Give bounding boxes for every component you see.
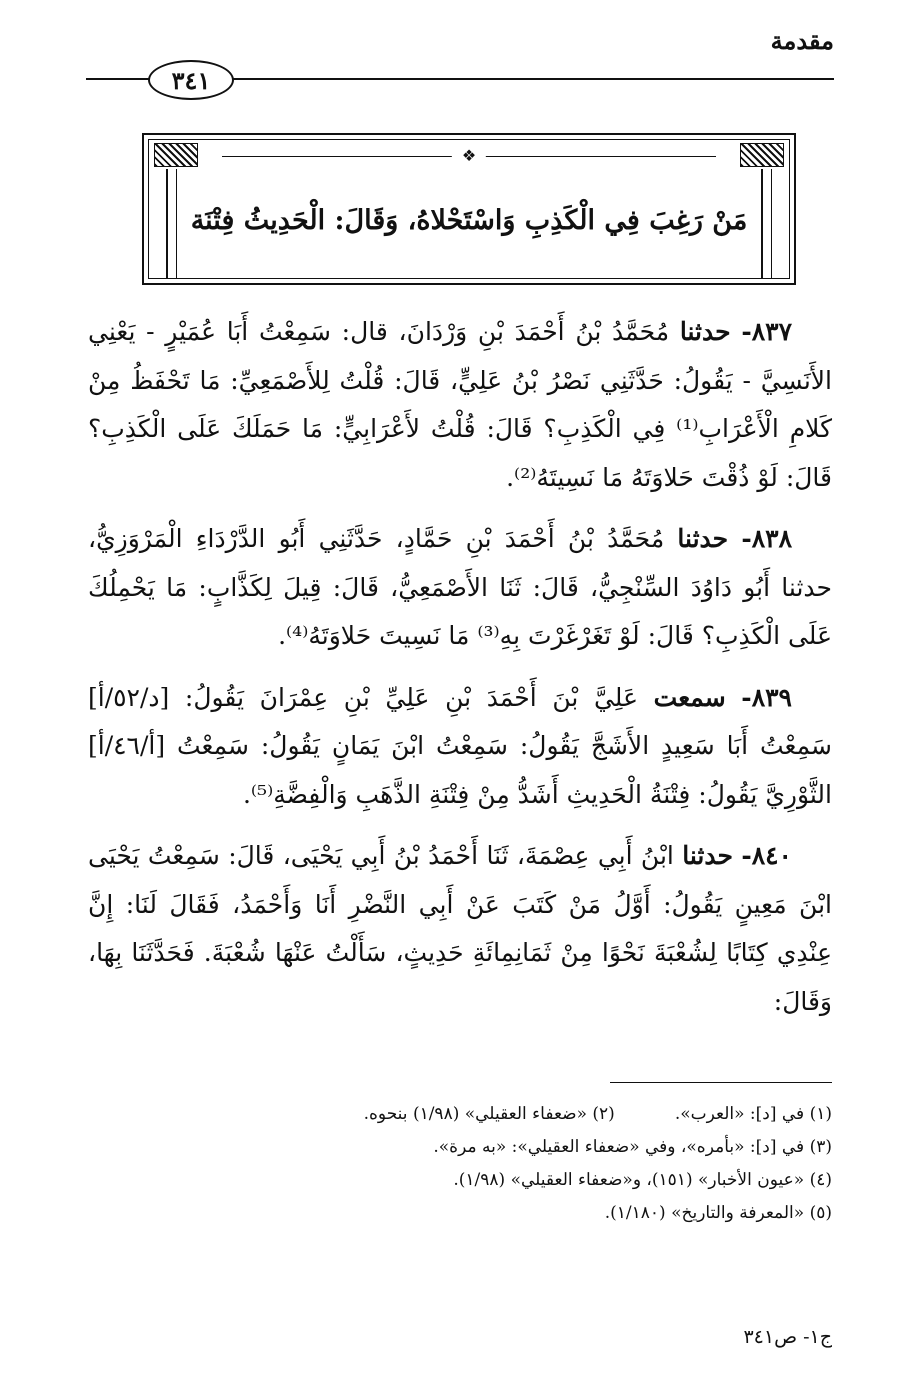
narration-keyword: سمعت <box>653 682 726 712</box>
frame-pillar <box>761 169 772 279</box>
footnote: (٣) في [د]: «بأمره»، وفي «ضعفاء العقيلي»: «به مرة». <box>433 1137 832 1157</box>
page-number: ٣٤١ <box>148 60 234 100</box>
footnotes <box>88 1098 832 1230</box>
frame-corner-ornament <box>154 143 198 167</box>
hadith-paragraph <box>88 832 832 1026</box>
narration-keyword: حدثنا <box>679 317 731 346</box>
hadith-paragraph <box>88 308 832 502</box>
flower-ornament-icon: ❖ <box>452 149 486 163</box>
hadith-text: مُحَمَّدُ بْنُ أَحْمَدَ بْنِ حَمَّادٍ، حَدَّثَنِي أَبُو الدَّرْدَاءِ الْمَرْوَزِيُّ، حدثنا أَبُو دَاوُدَ السِّنْجِيُّ، قَالَ: ثَنَا الأَصْمَعِيُّ، قَالَ: قِيلَ لِكَذَّابٍ: مَا يَحْمِلُكَ عَلَى الْكَذِبِ؟ قَالَ: لَوْ تَغَرْغَرْتَ بِهِ⁽³⁾ مَا نَسِيتَ حَلاوَتَهُ⁽⁴⁾. <box>88 524 832 650</box>
frame-pillar <box>166 169 177 279</box>
footnote: (٢) «ضعفاء العقيلي» (١/٩٨) بنحوه. <box>363 1104 615 1124</box>
main-text <box>88 308 832 1039</box>
hadith-text: ابْنُ أَبِي عِصْمَةَ، ثَنَا أَحْمَدُ بْنُ أَبِي يَحْيَى، قَالَ: سَمِعْتُ يَحْيَى ابْنَ مَعِينٍ يَقُولُ: أَوَّلُ مَنْ كَتَبَ عَنْ أَبِي النَّضْرِ أَنَا وَأَحْمَدُ، فَقَالَ لَنَا: إِنَّ عِنْدِي كِتَابًا لِشُعْبَةَ نَحْوًا مِنْ ثَمَانِمِائَةِ حَدِيثٍ، سَأَلْتُ عَنْهَا شُعْبَةَ. فَحَدَّثَنَا بِهَا، وَقَالَ: <box>88 841 832 1016</box>
footnote: (١) في [د]: «العرب». <box>674 1104 832 1124</box>
hadith-paragraph <box>88 515 832 661</box>
footnote-row <box>88 1098 832 1131</box>
hadith-number: ٨٣٧- <box>741 317 793 346</box>
volume-page-reference: ج١- ص٣٤١ <box>743 1326 832 1348</box>
running-header-title: مقدمة <box>770 26 834 55</box>
hadith-paragraph <box>88 674 832 820</box>
frame-corner-ornament <box>740 143 784 167</box>
narration-keyword: حدثنا <box>677 524 729 553</box>
frame-top-ornament <box>222 146 716 165</box>
footnote: (٥) «المعرفة والتاريخ» (١/١٨٠). <box>604 1203 832 1223</box>
hadith-number: ٨٣٨- <box>741 524 793 553</box>
footnote-rule <box>610 1082 832 1083</box>
chapter-title: مَنْ رَغِبَ فِي الْكَذِبِ وَاسْتَحْلاهُ، وَقَالَ: الْحَدِيثُ فِتْنَة <box>190 205 748 236</box>
chapter-frame <box>142 133 796 285</box>
hadith-text: مُحَمَّدُ بْنُ أَحْمَدَ بْنِ وَرْدَانَ، قال: سَمِعْتُ أَبَا عُمَيْرٍ - يَعْنِي الأَنَسِيَّ - يَقُولُ: حَدَّثَنِي نَصْرُ بْنُ عَلِيٍّ، قَالَ: قُلْتُ لِلأَصْمَعِيِّ: مَا تَحْفَظُ مِنْ كَلامِ الْأَعْرَابِ⁽¹⁾ فِي الْكَذِبِ؟ قَالَ: قُلْتُ لأَعْرَابِيٍّ: مَا حَمَلَكَ عَلَى الْكَذِبِ؟ قَالَ: لَوْ ذُقْتَ حَلاوَتَهُ مَا نَسِيتَهُ⁽²⁾. <box>88 317 833 492</box>
hadith-number: ٨٣٩- <box>741 682 792 712</box>
hadith-text: عَلِيَّ بْنَ أَحْمَدَ بْنِ عَلِيِّ بْنِ عِمْرَانَ يَقُولُ: [د/٥٢/أ] سَمِعْتُ أَبَا سَعِيدٍ الأَشَجَّ يَقُولُ: سَمِعْتُ ابْنَ يَمَانٍ يَقُولُ: سَمِعْتُ [أ/٤٦/أ] الثَّوْرِيَّ يَقُولُ: فِتْنَةُ الْحَدِيثِ أَشَدُّ مِنْ فِتْنَةِ الذَّهَبِ وَالْفِضَّةِ⁽⁵⁾. <box>88 682 832 809</box>
hadith-number: ٨٤٠- <box>741 841 792 870</box>
narration-keyword: حدثنا <box>682 841 733 870</box>
footnote: (٤) «عيون الأخبار» (١٥١)، و«ضعفاء العقيلي» (١/٩٨). <box>453 1170 832 1190</box>
